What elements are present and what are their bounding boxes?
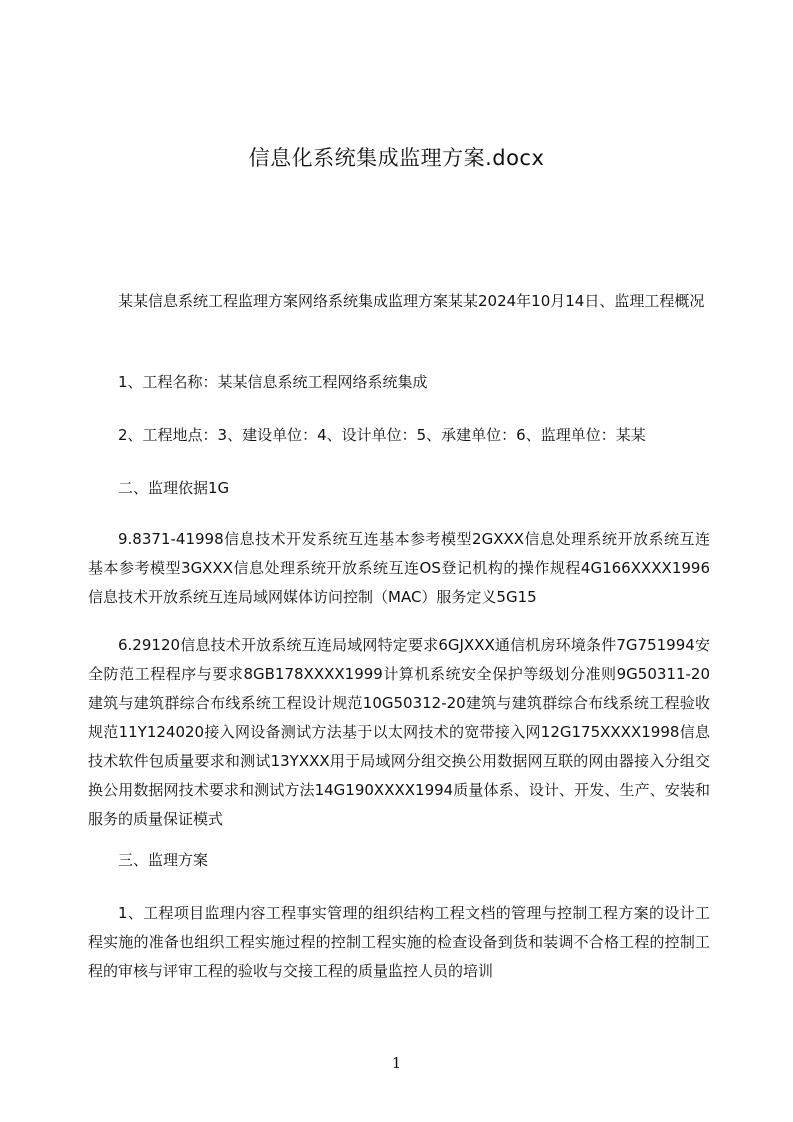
section-heading-basis: 二、监理依据1G [118,479,230,497]
paragraph-project-location: 2、工程地点：3、建设单位：4、设计单位：5、承建单位：6、监理单位：某某 [118,426,646,444]
paragraph-basis-2: 6.29120信息技术开放系统互连局域网特定要求6GJXXX通信机房环境条件7G751994安全防范工程程序与要求8GB178XXXX1999计算机系统安全保护等级划分准则9G50311-20建筑与建筑群综合布线系统工程设计规范10G50312-20建筑与建筑群综合布线系统工程验收规范11Y124020接入网设备测试方法基于以太网技术的宽带接入网12G175XXXX1998信息技术软件包质量要求和测试13YXXX用于局域网分组交换公用数据网互联的网由器接入分组交换公用数据网技术要求和测试方法14G190XXXX1994质量体系、设计、开发、生产、安装和服务的质量保证模式 [88,636,710,828]
document-title: 信息化系统集成监理方案.docx [248,146,545,170]
page-number: 1 [391,1054,402,1072]
paragraph-plan-1: 1、工程项目监理内容工程事实管理的组织结构工程文档的管理与控制工程方案的设计工程实施的准备也组织工程实施过程的控制工程实施的检查设备到货和装调不合格工程的控制工程的审核与评审工程的验收与交接工程的质量监控人员的培训 [88,904,710,980]
paragraph-intro: 某某信息系统工程监理方案网络系统集成监理方案某某2024年10月14日、监理工程概况 [118,292,705,310]
paragraph-project-name: 1、工程名称：某某信息系统工程网络系统集成 [118,373,428,391]
paragraph-basis-1: 9.8371-41998信息技术开发系统互连基本参考模型2GXXX信息处理系统开放系统互连基本参考模型3GXXX信息处理系统开放系统互连OS登记机构的操作规程4G166XXXX1996信息技术开放系统互连局域网媒体访问控制（MAC）服务定义5G15 [88,530,710,606]
section-heading-plan: 三、监理方案 [118,851,209,869]
